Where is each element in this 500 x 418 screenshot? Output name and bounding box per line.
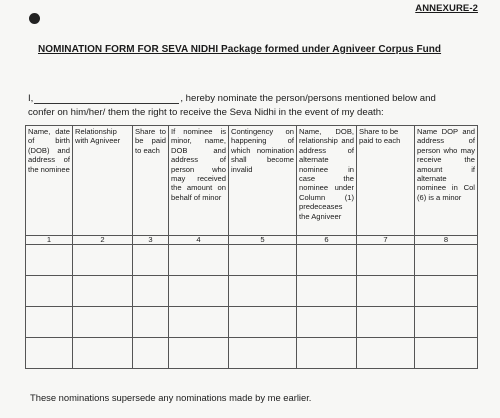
entry-cell[interactable] xyxy=(73,307,133,338)
entry-cell[interactable] xyxy=(133,307,169,338)
entry-cell[interactable] xyxy=(297,245,357,276)
table-row xyxy=(26,307,478,338)
entry-cell[interactable] xyxy=(73,245,133,276)
entry-cell[interactable] xyxy=(26,276,73,307)
header-cell: Share to be paid to each xyxy=(357,126,415,236)
table-row xyxy=(26,245,478,276)
table-row xyxy=(26,276,478,307)
entry-cell[interactable] xyxy=(229,276,297,307)
entry-cell[interactable] xyxy=(415,276,478,307)
header-cell: Name, DOB, relationship and address of alternate nominee in case the nominee under Column (1) predeceases the Agniveer xyxy=(297,126,357,236)
header-cell: If nominee is minor, name, DOB and address of person who may received the amount on behalf of minor xyxy=(169,126,229,236)
column-number: 7 xyxy=(357,236,415,245)
declaration-line1: , hereby nominate the person/persons mentioned below and xyxy=(180,93,436,104)
entry-cell[interactable] xyxy=(357,307,415,338)
entry-cell[interactable] xyxy=(415,245,478,276)
entry-cell[interactable] xyxy=(26,338,73,369)
entry-cell[interactable] xyxy=(297,276,357,307)
header-cell: Share to be paid to each xyxy=(133,126,169,236)
annexure-label: ANNEXURE-2 xyxy=(415,3,478,14)
column-number: 5 xyxy=(229,236,297,245)
entry-cell[interactable] xyxy=(73,276,133,307)
entry-cell[interactable] xyxy=(357,338,415,369)
column-number: 4 xyxy=(169,236,229,245)
column-number: 1 xyxy=(26,236,73,245)
header-cell: Contingency on happening of which nomination shall become invalid xyxy=(229,126,297,236)
entry-cell[interactable] xyxy=(133,245,169,276)
entry-cell[interactable] xyxy=(229,338,297,369)
entry-cell[interactable] xyxy=(169,307,229,338)
column-number-row xyxy=(26,236,478,245)
declaration xyxy=(28,92,476,120)
entry-cell[interactable] xyxy=(133,338,169,369)
column-number: 3 xyxy=(133,236,169,245)
entry-cell[interactable] xyxy=(169,338,229,369)
entry-cell[interactable] xyxy=(169,276,229,307)
column-number: 8 xyxy=(415,236,478,245)
declaration-line2: confer on him/her/ them the right to receive the Seva Nidhi in the event of my death: xyxy=(28,107,384,118)
declaration-prefix: I, xyxy=(28,93,34,104)
entry-cell[interactable] xyxy=(357,276,415,307)
entry-cell[interactable] xyxy=(415,307,478,338)
column-number: 6 xyxy=(297,236,357,245)
entry-cell[interactable] xyxy=(229,307,297,338)
header-cell: Relationship with Agniveer xyxy=(73,126,133,236)
form-title: NOMINATION FORM FOR SEVA NIDHI Package formed under Agniveer Corpus Fund xyxy=(38,44,442,55)
entry-cell[interactable] xyxy=(26,245,73,276)
entry-cell[interactable] xyxy=(357,245,415,276)
nomination-table xyxy=(25,125,478,369)
footer-note: These nominations supersede any nominations made by me earlier. xyxy=(30,392,312,403)
entry-cell[interactable] xyxy=(297,338,357,369)
header-cell: Name DOP and address of person who may receive the amount if alternate nominee in Col (6) is a minor xyxy=(415,126,478,236)
column-number: 2 xyxy=(73,236,133,245)
entry-cell[interactable] xyxy=(133,276,169,307)
entry-cell[interactable] xyxy=(297,307,357,338)
table-row xyxy=(26,338,478,369)
punch-hole xyxy=(29,13,40,24)
entry-cell[interactable] xyxy=(73,338,133,369)
header-row xyxy=(26,126,478,236)
entry-cell[interactable] xyxy=(229,245,297,276)
entry-cell[interactable] xyxy=(26,307,73,338)
name-blank-line[interactable] xyxy=(34,92,179,104)
entry-cell[interactable] xyxy=(415,338,478,369)
entry-cell[interactable] xyxy=(169,245,229,276)
header-cell: Name, date of birth (DOB) and address of the nominee xyxy=(26,126,73,236)
